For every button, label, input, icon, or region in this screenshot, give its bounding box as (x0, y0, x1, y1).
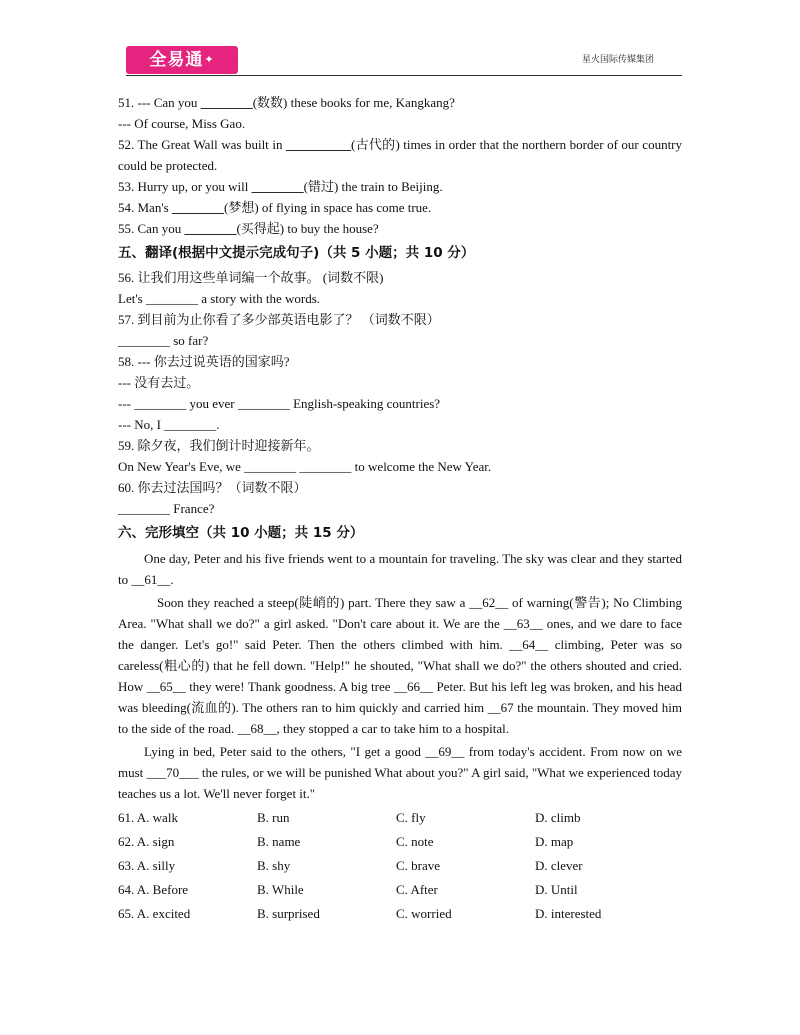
question-51: 51. --- Can you ________(数数) these books for me, Kangkang? (118, 95, 455, 110)
publisher-name: 星火国际传媒集团 (581, 55, 654, 65)
option-b: B. run (257, 809, 290, 825)
option-b: B. While (257, 881, 304, 897)
option-c: C. fly (396, 809, 426, 825)
blank-66: __66__ (394, 679, 433, 694)
option-d: D. interested (535, 905, 602, 921)
option-d: D. Until (535, 881, 578, 897)
question-60-sentence: ________ France? (118, 501, 215, 516)
section-5-title: 五、翻译(根据中文提示完成句子)（共 5 小题；共 10 分） (118, 245, 475, 261)
option-c: C. note (396, 833, 434, 849)
question-58-answer: --- No, I ________. (118, 417, 220, 432)
question-59-prompt: 59. 除夕夜，我们倒计时迎接新年。 (118, 438, 320, 453)
option-b: B. shy (257, 857, 291, 873)
blank-70: ___70___ (146, 765, 199, 780)
option-b: B. surprised (257, 905, 320, 921)
question-58-prompt: 58. --- 你去过说英语的国家吗? (118, 354, 290, 369)
section-6-title: 六、完形填空（共 10 小题；共 15 分） (118, 525, 364, 541)
cloze-paragraph-1: One day, Peter and his five friends went to a mountain for traveling. The sky was clear and they started to __61__. (118, 551, 682, 587)
question-57-sentence: ________ so far? (118, 333, 209, 348)
question-53: 53. Hurry up, or you will ________(错过) the train to Beijing. (118, 179, 443, 194)
question-56-prompt: 56. 让我们用这些单词编一个故事。 (词数不限) (118, 270, 384, 285)
option-b: B. name (257, 833, 301, 849)
option-d: D. climb (535, 809, 581, 825)
option-a: 64. A. Before (118, 881, 189, 897)
options-row-62 (118, 829, 682, 853)
question-56-sentence: Let's ________ a story with the words. (118, 291, 321, 306)
option-c: C. worried (396, 905, 452, 921)
blank-69: __69__ (425, 744, 465, 759)
question-60-prompt: 60. 你去过法国吗？（词数不限） (118, 480, 307, 495)
options-row-63 (118, 853, 682, 877)
cloze-paragraph-3: Lying in bed, Peter said to the others, "I get a good __69__ from today's accident. From now on we must ___70___ the rules, or we will be punished What about you?" A girl said, "What we experienced today teaches us a lot. We'll never forget it." (118, 744, 683, 801)
question-59-sentence: On New Year's Eve, we ________ ________ to welcome the New Year. (118, 459, 492, 474)
blank-64: __64__ (509, 637, 549, 652)
question-57-prompt: 57. 到目前为止你看了多少部英语电影了？ （词数不限） (118, 312, 440, 327)
options-row-65 (118, 901, 682, 925)
blank-61: __61__ (131, 572, 171, 587)
part-vocabulary (118, 92, 682, 239)
question-52: 52. The Great Wall was built in __________(古代的) times in order that the northern border of our country could be protected. (118, 137, 683, 173)
option-a: 62. A. sign (118, 833, 175, 849)
blank-62: __62__ (469, 595, 509, 610)
answer-options (118, 805, 682, 925)
option-d: D. map (535, 833, 574, 849)
question-55: 55. Can you ________(买得起) to buy the house? (118, 221, 379, 236)
header-rule (126, 75, 682, 76)
blank-65: __65__ (146, 679, 186, 694)
section-5-translation (118, 267, 682, 519)
option-d: D. clever (535, 857, 583, 873)
options-row-61 (118, 805, 682, 829)
answer-51: --- Of course, Miss Gao. (118, 116, 246, 131)
blank-68: __68__ (237, 721, 277, 736)
brand-logo: 全易通✦ (126, 46, 238, 74)
options-row-64 (118, 877, 682, 901)
question-58-reply: --- 没有去过。 (118, 375, 200, 390)
option-a: 61. A. walk (118, 809, 178, 825)
page-header (118, 44, 682, 76)
blank-67: __67 (487, 700, 514, 715)
option-a: 63. A. silly (118, 857, 176, 873)
exam-page (118, 92, 682, 925)
cloze-passage (118, 548, 682, 804)
option-c: C. brave (396, 857, 441, 873)
option-c: C. After (396, 881, 438, 897)
cloze-paragraph-2: Soon they reached a steep(陡峭的) part. There they saw a __62__ of warning(警告); No Climbing Area. "What shall we do?" a girl asked. "Don't care about it. We are the __63__ ones, and we dare to face the danger. Let's go!" said Peter. Then the others climbed with him. __64__ climbing, Peter was so careless(粗心的) that he fell down. "Help!" he shouted, "What shall we do?" the others shouted and cried. How __65__ they were! Thank goodness. A big tree __66__ Peter. But his left leg was broken, and his head was bleeding(流血的). The others ran to him quickly and carried him __67 the mountain. They moved him to the side of the road. __68__, they stopped a car to take him to a hospital. (118, 595, 682, 736)
question-54: 54. Man's ________(梦想) of flying in space has come true. (118, 200, 432, 215)
option-a: 65. A. excited (118, 905, 191, 921)
question-58-sentence: --- ________ you ever ________ English-speaking countries? (118, 396, 441, 411)
blank-63: __63__ (503, 616, 543, 631)
sparkle-icon: ✦ (204, 53, 215, 66)
